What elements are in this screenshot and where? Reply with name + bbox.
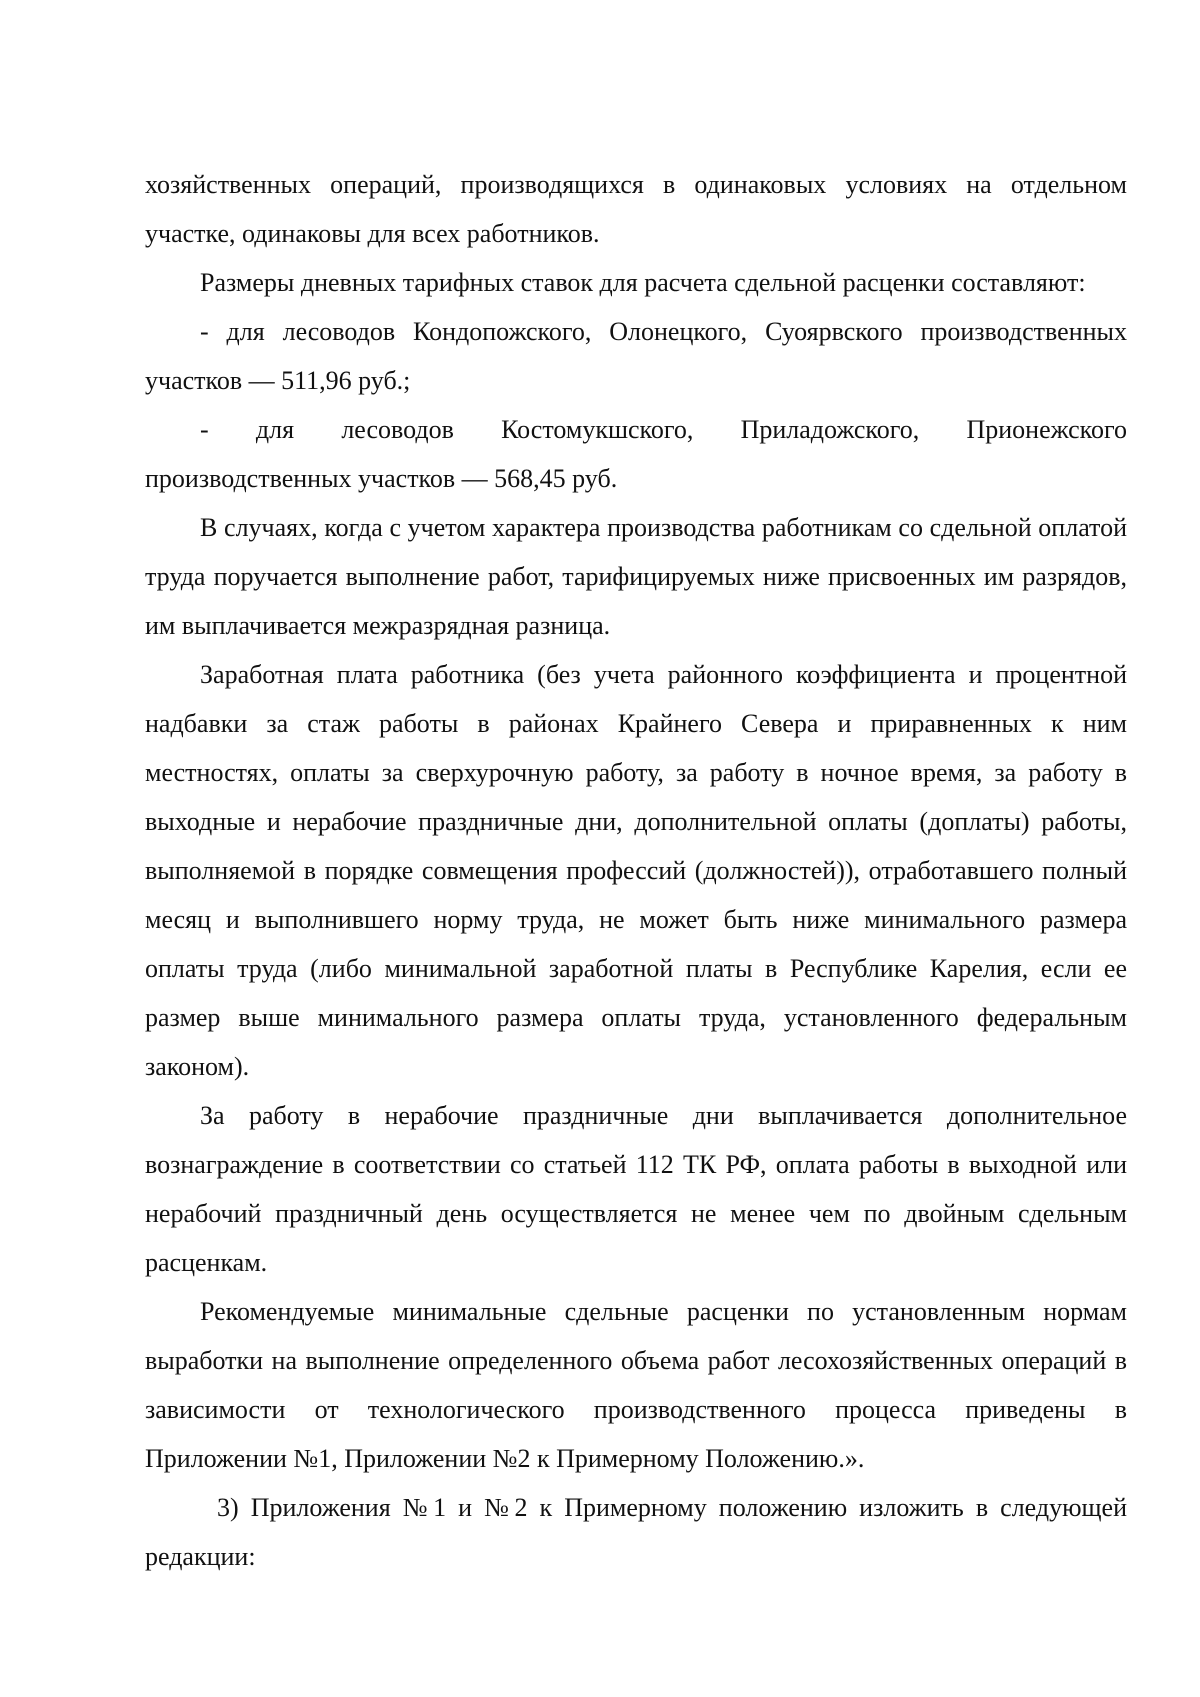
document-body <box>145 160 1127 1581</box>
paragraph-continuation: хозяйственных операций, производящихся в одинаковых условиях на отдельном участке, одинаковы для всех работников. <box>145 170 1127 248</box>
paragraph-minimum-wage: Заработная плата работника (без учета районного коэффициента и процентной надбавки за стаж работы в районах Крайнего Севера и приравненных к ним местностях, оплаты за сверхурочную работу, за работу в ночное время, за работу в выходные и нерабочие праздничные дни, дополнительной оплаты (доплаты) работы, выполняемой в порядке совмещения профессий (должностей)), отработавшего полный месяц и выполнившего норму труда, не может быть ниже минимального размера оплаты труда (либо минимальной заработной платы в Республике Карелия, если ее размер выше минимального размера оплаты труда, установленного федеральным законом). <box>145 660 1127 1081</box>
paragraph-recommended-rates: Рекомендуемые минимальные сдельные расценки по установленным нормам выработки на выполнение определенного объема работ лесохозяйственных операций в зависимости от технологического производственного процесса приведены в Приложении №1, Приложении №2 к Примерному Положению.». <box>145 1297 1127 1473</box>
list-item-rate-2: - для лесоводов Костомукшского, Приладожского, Прионежского производственных участков — 568,45 руб. <box>145 415 1127 493</box>
paragraph-grade-difference: В случаях, когда с учетом характера производства работникам со сдельной оплатой труда поручается выполнение работ, тарифицируемых ниже присвоенных им разрядов, им выплачивается межразрядная разница. <box>145 513 1127 640</box>
paragraph-holiday-pay: За работу в нерабочие праздничные дни выплачивается дополнительное вознаграждение в соответствии со статьей 112 ТК РФ, оплата работы в выходной или нерабочий праздничный день осуществляется не менее чем по двойным сдельным расценкам. <box>145 1101 1127 1277</box>
paragraph-tariff-rates: Размеры дневных тарифных ставок для расчета сдельной расценки составляют: <box>200 268 1086 297</box>
paragraph-appendices: 3) Приложения №1 и №2 к Примерному положению изложить в следующей редакции: <box>145 1493 1127 1571</box>
list-item-rate-1: - для лесоводов Кондопожского, Олонецкого, Суоярвского производственных участков — 511,96 руб.; <box>145 317 1127 395</box>
